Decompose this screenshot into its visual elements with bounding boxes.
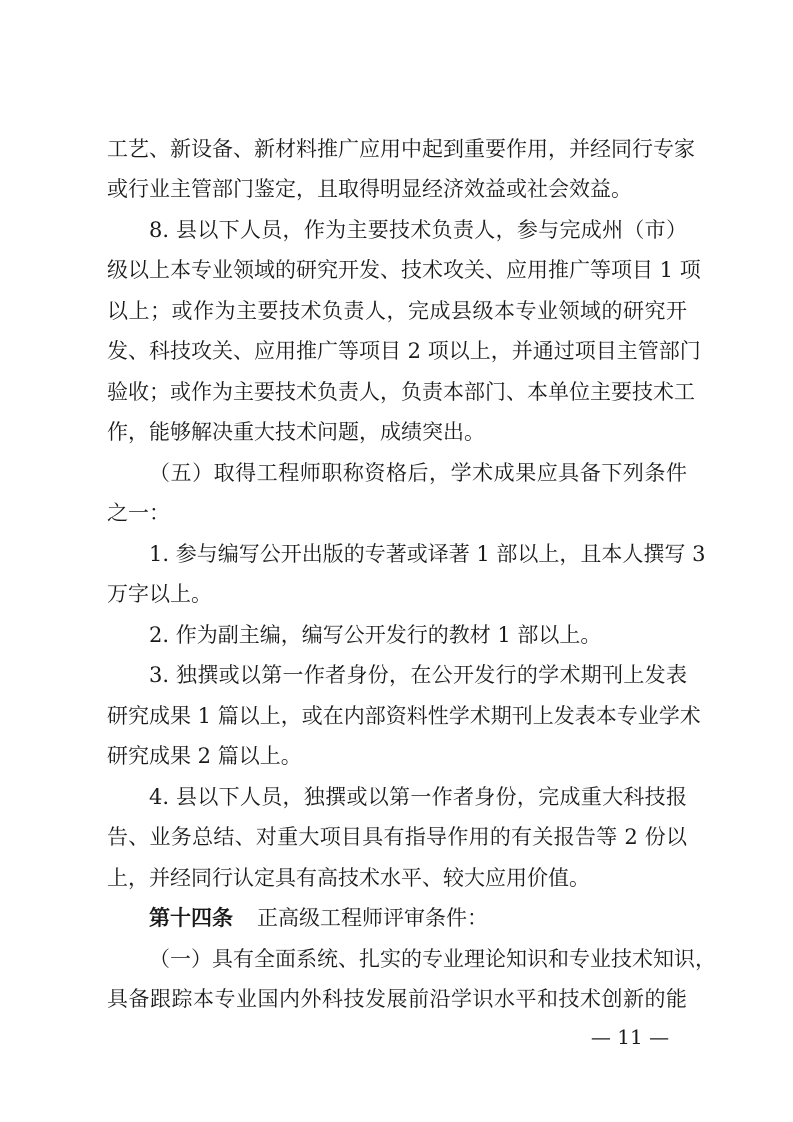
tail-line-2: 具备跟踪本专业国内外科技发展前沿学识水平和技术创新的能 [107, 987, 687, 1011]
body-line-13: 2. 作为副主编，编写公开发行的教材 1 部以上。 [149, 623, 602, 647]
body-line-16: 研究成果 2 篇以上。 [107, 744, 302, 768]
body-line-10: 之一： [107, 501, 170, 525]
body-line-15: 研究成果 1 篇以上，或在内部资料性学术期刊上发表本专业学术 [107, 704, 701, 728]
body-line-7: 验收；或作为主要技术负责人，负责本部门、本单位主要技术工 [107, 380, 695, 404]
body-line-1: 工艺、新设备、新材料推广应用中起到重要作用，并经同行专家 [107, 137, 695, 161]
body-line-12: 万字以上。 [107, 582, 212, 606]
tail-line-1: （一）具有全面系统、扎实的专业理论知识和专业技术知识， [149, 947, 716, 971]
body-line-14: 3. 独撰或以第一作者身份，在公开发行的学术期刊上发表 [149, 663, 687, 687]
article-line [149, 905, 687, 931]
body-line-11: 1. 参与编写公开出版的专著或译著 1 部以上，且本人撰写 3 [149, 542, 706, 566]
body-line-9: （五）取得工程师职称资格后，学术成果应具备下列条件 [149, 461, 687, 485]
body-line-2: 或行业主管部门鉴定，且取得明显经济效益或社会效益。 [107, 177, 632, 201]
body-line-5: 以上；或作为主要技术负责人，完成县级本专业领域的研究开 [107, 299, 687, 323]
body-line-3: 8. 县以下人员，作为主要技术负责人，参与完成州（市） [149, 218, 687, 242]
body-line-19: 上，并经同行认定具有高技术水平、较大应用价值。 [107, 866, 590, 890]
body-line-6: 发、科技攻关、应用推广等项目 2 项以上，并通过项目主管部门 [107, 339, 701, 363]
body-line-17: 4. 县以下人员，独撰或以第一作者身份，完成重大科技报 [149, 785, 687, 809]
body-line-18: 告、业务总结、对重大项目具有指导作用的有关报告等 2 份以 [107, 825, 687, 849]
article-heading: 第十四条 [149, 906, 233, 930]
body-line-8: 作，能够解决重大技术问题，成绩突出。 [107, 420, 485, 444]
body-line-4: 级以上本专业领域的研究开发、技术攻关、应用推广等项目 1 项 [107, 258, 701, 282]
article-text: 正高级工程师评审条件： [257, 906, 488, 930]
page-number: — 11 — [590, 1025, 670, 1049]
